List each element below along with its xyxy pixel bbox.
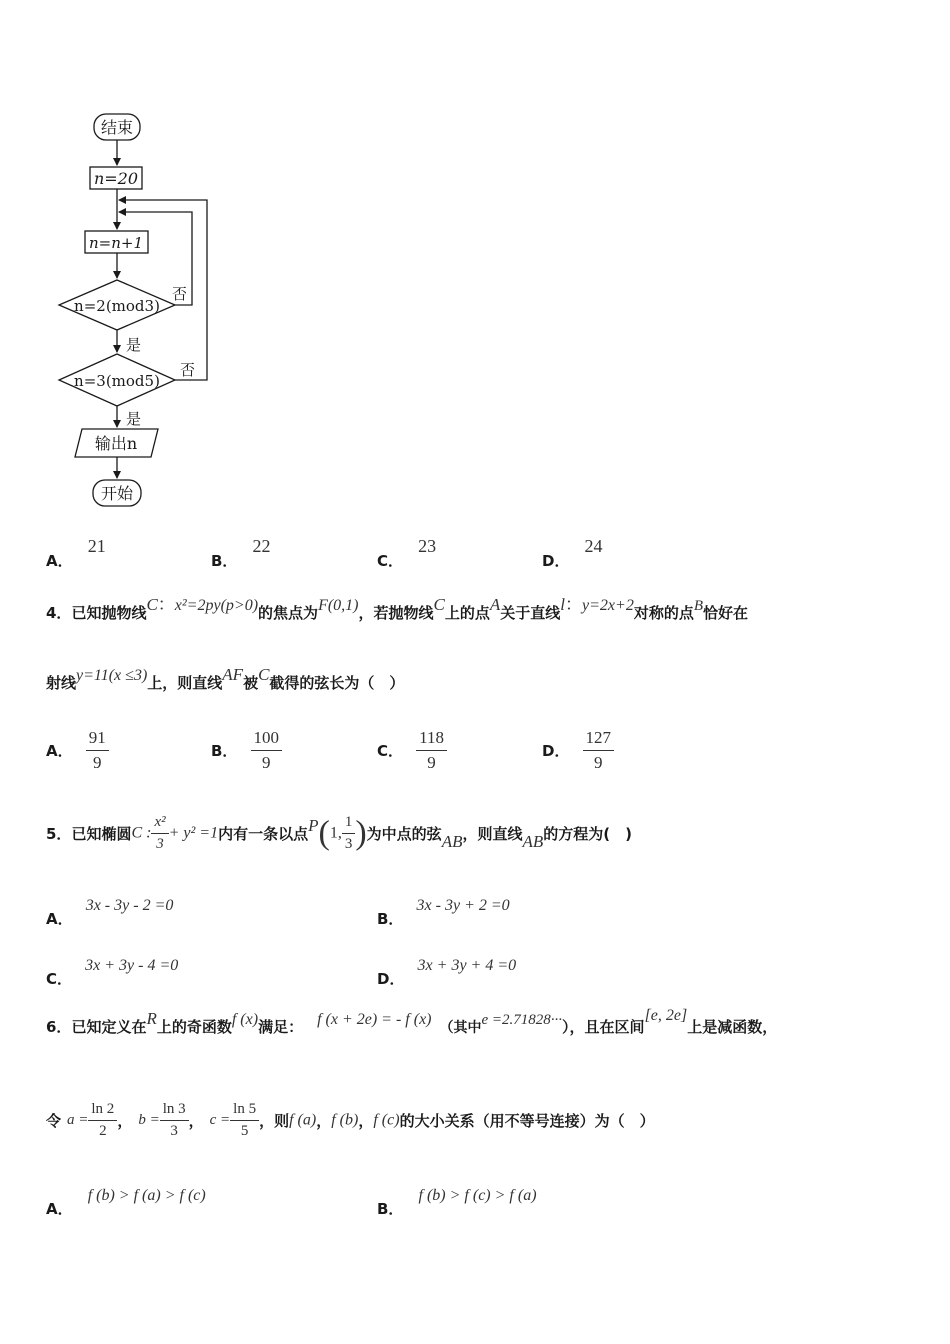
separator: ，	[316, 1112, 332, 1130]
option-fraction	[86, 728, 109, 773]
q4-stem-line-2	[46, 665, 405, 693]
numerator: 127	[583, 728, 615, 751]
separator: ，	[188, 1112, 204, 1130]
init-label: n=20	[93, 169, 139, 188]
stem-text: 令	[46, 1112, 62, 1130]
curve-symbol: C	[146, 595, 158, 614]
line-equation: y=2x+2	[582, 597, 634, 614]
b-fraction	[160, 1101, 189, 1140]
stem-text: 上是减函数，	[687, 1018, 778, 1036]
option-label: C．	[377, 742, 404, 760]
a-fraction	[88, 1101, 117, 1140]
option-fraction	[416, 728, 447, 773]
function-fc: f (c)	[373, 1111, 400, 1129]
q3-option-b[interactable]	[211, 536, 271, 570]
stem-text: 的方程为( )	[543, 825, 632, 843]
q4-option-d[interactable]	[542, 728, 614, 773]
option-value: 3x + 3y + 4 =0	[417, 957, 517, 974]
q4-option-a[interactable]	[46, 728, 109, 773]
stem-text: 满足：	[258, 1018, 304, 1036]
numerator: ln 2	[88, 1101, 117, 1121]
stem-text: 已知抛物线	[71, 604, 147, 622]
colon: ：	[157, 595, 175, 614]
stem-text: ），且在区间	[562, 1018, 645, 1036]
interval: [e, 2e]	[644, 1007, 688, 1024]
q3-option-d[interactable]	[542, 536, 603, 570]
denominator: 9	[92, 753, 102, 772]
option-label: A．	[46, 1200, 73, 1218]
c-fraction	[230, 1101, 259, 1140]
stem-text: 上的点	[444, 604, 490, 622]
output-label: 输出n	[94, 434, 138, 453]
denominator: 5	[240, 1123, 249, 1139]
function-fb: f (b)	[331, 1111, 359, 1129]
stem-text: ，若抛物线	[358, 604, 434, 622]
flowchart	[0, 0, 260, 520]
point-y-fraction	[342, 814, 356, 853]
ray-equation: y=11(x ≤3)	[76, 667, 148, 684]
option-label: C．	[46, 970, 73, 988]
stem-text: （其中	[439, 1020, 482, 1036]
stem-text: 为中点的弦	[366, 825, 442, 843]
stem-text: 的大小关系（用不等号连接）为（ ）	[399, 1112, 655, 1130]
separator: ，	[358, 1112, 374, 1130]
point-a: A	[489, 595, 501, 614]
stem-text: 已知定义在	[71, 1018, 147, 1036]
option-label: A．	[46, 552, 73, 570]
no-label-1: 否	[172, 285, 188, 303]
stem-text: 的焦点为	[258, 604, 319, 622]
stem-text: 恰好在	[703, 604, 749, 622]
stem-text: 内有一条以点	[218, 825, 309, 843]
yes-label-1: 是	[126, 336, 142, 354]
stem-text: ，则直线	[462, 825, 523, 843]
q3-option-a[interactable]	[46, 536, 106, 570]
option-label: D．	[377, 970, 405, 988]
condition-2-label: n=3(mod5)	[74, 372, 160, 390]
b-definition: b =	[138, 1112, 160, 1128]
denominator: 2	[99, 1123, 107, 1139]
stem-text: 已知椭圆	[71, 825, 132, 843]
denominator: 3	[170, 1123, 178, 1139]
stem-text: 对称的点	[633, 604, 694, 622]
stem-text: 上，则直线	[147, 674, 223, 692]
chord-ab: AB	[522, 831, 544, 851]
focus-point: F(0,1)	[318, 597, 359, 614]
e-value: e =2.71828···	[481, 1012, 563, 1028]
q4-option-b[interactable]	[211, 728, 282, 773]
point-b: B	[693, 598, 703, 614]
numerator: 1	[342, 814, 356, 834]
q6-option-a[interactable]	[46, 1184, 206, 1218]
option-value: 23	[418, 536, 437, 556]
numerator: ln 3	[160, 1101, 189, 1121]
q6-stem-line-1	[46, 1007, 778, 1037]
option-label: B．	[377, 910, 404, 928]
c-definition: c =	[209, 1112, 231, 1128]
colon: ：	[565, 595, 583, 614]
increment-label: n=n+1	[88, 234, 144, 252]
option-fraction	[583, 728, 615, 773]
option-value: f (b) > f (a) > f (c)	[87, 1187, 206, 1204]
option-value: 24	[584, 536, 603, 556]
parabola-equation: x²=2py(p>0)	[174, 597, 259, 614]
q5-option-a[interactable]	[46, 894, 174, 928]
option-label: A．	[46, 910, 73, 928]
ellipse-name: C :	[131, 824, 152, 842]
q4-option-c[interactable]	[377, 728, 447, 773]
line-af: AF	[222, 665, 244, 684]
q4-stem-line-1	[46, 595, 749, 623]
point-p: P	[308, 815, 319, 835]
stem-text: 被	[243, 674, 259, 692]
curve-symbol: C	[433, 595, 445, 614]
option-label: B．	[211, 742, 238, 760]
end-label: 结束	[100, 118, 134, 137]
no-label-2: 否	[180, 361, 196, 379]
option-value: 3x - 3y + 2 =0	[416, 897, 510, 914]
condition-1-label: n=2(mod3)	[74, 297, 160, 315]
option-label: C．	[377, 552, 404, 570]
stem-text: 关于直线	[500, 604, 561, 622]
option-value: 3x - 3y - 2 =0	[85, 897, 174, 914]
option-label: B．	[377, 1200, 404, 1218]
chord-ab: AB	[441, 831, 463, 851]
denominator: 3	[156, 836, 164, 852]
q5-stem	[46, 814, 632, 853]
yes-label-2: 是	[126, 410, 142, 428]
a-definition: a =	[67, 1112, 89, 1128]
question-number: 5．	[46, 825, 72, 843]
q5-option-c[interactable]	[46, 954, 179, 988]
ellipse-fraction	[151, 814, 168, 853]
start-label: 开始	[100, 484, 134, 503]
right-paren: )	[355, 814, 367, 852]
option-value: 3x + 3y - 4 =0	[85, 957, 179, 974]
option-value: 21	[87, 536, 106, 556]
option-fraction	[251, 728, 283, 773]
reals-symbol: R	[146, 1009, 157, 1028]
denominator: 3	[344, 836, 353, 852]
q6-option-b[interactable]	[377, 1184, 537, 1218]
curve-symbol: C	[258, 665, 270, 684]
q3-option-c[interactable]	[377, 536, 437, 570]
numerator: 100	[251, 728, 283, 751]
line-symbol: l	[560, 595, 566, 614]
option-label: B．	[211, 552, 238, 570]
option-label: A．	[46, 742, 73, 760]
numerator: 118	[416, 728, 447, 751]
option-value: 22	[252, 536, 271, 556]
point-x: 1,	[329, 824, 342, 842]
stem-text: 上的奇函数	[156, 1018, 232, 1036]
stem-text: ，则	[259, 1112, 290, 1130]
left-paren: (	[318, 814, 330, 852]
q5-option-b[interactable]	[377, 894, 510, 928]
q6-stem-line-2	[46, 1101, 655, 1140]
option-label: D．	[542, 742, 570, 760]
q5-option-d[interactable]	[377, 954, 517, 988]
question-number: 6．	[46, 1018, 72, 1036]
denominator: 9	[594, 753, 603, 772]
numerator: x²	[151, 814, 168, 834]
option-label: D．	[542, 552, 570, 570]
stem-text: 截得的弦长为（ ）	[269, 674, 405, 692]
function-fx: f (x)	[231, 1011, 259, 1028]
ellipse-equation-rest: + y² =1	[168, 824, 219, 842]
denominator: 9	[262, 753, 271, 772]
denominator: 9	[427, 753, 436, 772]
numerator: ln 5	[230, 1101, 259, 1121]
stem-text: 射线	[46, 674, 77, 692]
question-number: 4．	[46, 604, 72, 622]
option-value: f (b) > f (c) > f (a)	[418, 1187, 537, 1204]
function-fa: f (a)	[289, 1111, 317, 1129]
separator: ，	[117, 1112, 133, 1130]
numerator: 91	[86, 728, 109, 751]
function-equation: f (x + 2e) = - f (x)	[317, 1011, 432, 1028]
